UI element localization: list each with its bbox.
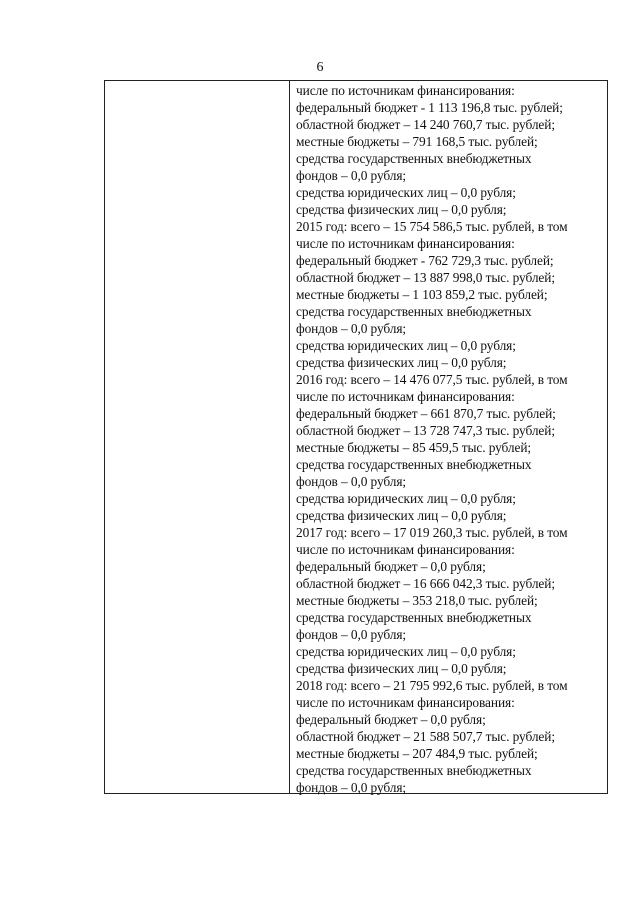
funding-text-line: местные бюджеты – 85 459,5 тыс. рублей; (296, 440, 532, 455)
funding-text-line: федеральный бюджет - 1 113 196,8 тыс. рублей; (296, 100, 563, 115)
funding-text-line: фондов – 0,0 рубля; (296, 627, 407, 642)
funding-text-line: 2016 год: всего – 14 476 077,5 тыс. рублей, в том (296, 372, 568, 387)
funding-text-line: местные бюджеты – 207 484,9 тыс. рублей; (296, 746, 538, 761)
funding-text-line: средства государственных внебюджетных (296, 457, 532, 472)
funding-text-line: 2015 год: всего – 15 754 586,5 тыс. рублей, в том (296, 219, 568, 234)
page-number: 6 (316, 60, 324, 75)
funding-text-line: средства физических лиц – 0,0 рубля; (296, 355, 507, 370)
funding-text-line: фондов – 0,0 рубля; (296, 321, 407, 336)
funding-text-line: фондов – 0,0 рубля; (296, 474, 407, 489)
funding-text-line: средства юридических лиц – 0,0 рубля; (296, 491, 516, 506)
funding-text-line: областной бюджет – 13 887 998,0 тыс. рублей; (296, 270, 555, 285)
funding-text-line: 2018 год: всего – 21 795 992,6 тыс. рублей, в том (296, 678, 568, 693)
funding-text-line: федеральный бюджет – 661 870,7 тыс. рублей; (296, 406, 556, 421)
funding-text-line: фондов – 0,0 рубля; (296, 168, 407, 183)
funding-text-line: числе по источникам финансирования: (296, 236, 515, 251)
funding-text-line: средства юридических лиц – 0,0 рубля; (296, 644, 516, 659)
funding-text-line: числе по источникам финансирования: (296, 695, 515, 710)
funding-text-line: средства физических лиц – 0,0 рубля; (296, 202, 507, 217)
table-right-cell (290, 81, 607, 793)
funding-text-line: средства юридических лиц – 0,0 рубля; (296, 185, 516, 200)
funding-text-line: местные бюджеты – 353 218,0 тыс. рублей; (296, 593, 538, 608)
funding-text-line: федеральный бюджет - 762 729,3 тыс. рублей; (296, 253, 554, 268)
funding-text-line: средства юридических лиц – 0,0 рубля; (296, 338, 516, 353)
funding-text-line: 2017 год: всего – 17 019 260,3 тыс. рублей, в том (296, 525, 568, 540)
funding-text-line: областной бюджет – 21 588 507,7 тыс. рублей; (296, 729, 555, 744)
funding-text-line: средства физических лиц – 0,0 рубля; (296, 661, 507, 676)
funding-table (104, 80, 608, 794)
funding-text-line: областной бюджет – 13 728 747,3 тыс. рублей; (296, 423, 555, 438)
funding-text-line: средства государственных внебюджетных (296, 610, 532, 625)
funding-text-line: федеральный бюджет – 0,0 рубля; (296, 712, 486, 727)
funding-text-line: местные бюджеты – 1 103 859,2 тыс. рублей; (296, 287, 548, 302)
funding-text-line: числе по источникам финансирования: (296, 542, 515, 557)
funding-text-line: средства государственных внебюджетных (296, 151, 532, 166)
funding-text-line: местные бюджеты – 791 168,5 тыс. рублей; (296, 134, 538, 149)
funding-text-line: средства государственных внебюджетных (296, 304, 532, 319)
funding-text-line: числе по источникам финансирования: (296, 83, 515, 98)
funding-text-line: областной бюджет – 14 240 760,7 тыс. рублей; (296, 117, 555, 132)
funding-text-line: числе по источникам финансирования: (296, 389, 515, 404)
funding-text-line: областной бюджет – 16 666 042,3 тыс. рублей; (296, 576, 555, 591)
funding-text-line: средства государственных внебюджетных (296, 763, 532, 778)
funding-text-line: средства физических лиц – 0,0 рубля; (296, 508, 507, 523)
funding-text-line: фондов – 0,0 рубля; (296, 780, 407, 795)
table-left-cell (105, 81, 290, 793)
funding-text-line: федеральный бюджет – 0,0 рубля; (296, 559, 486, 574)
